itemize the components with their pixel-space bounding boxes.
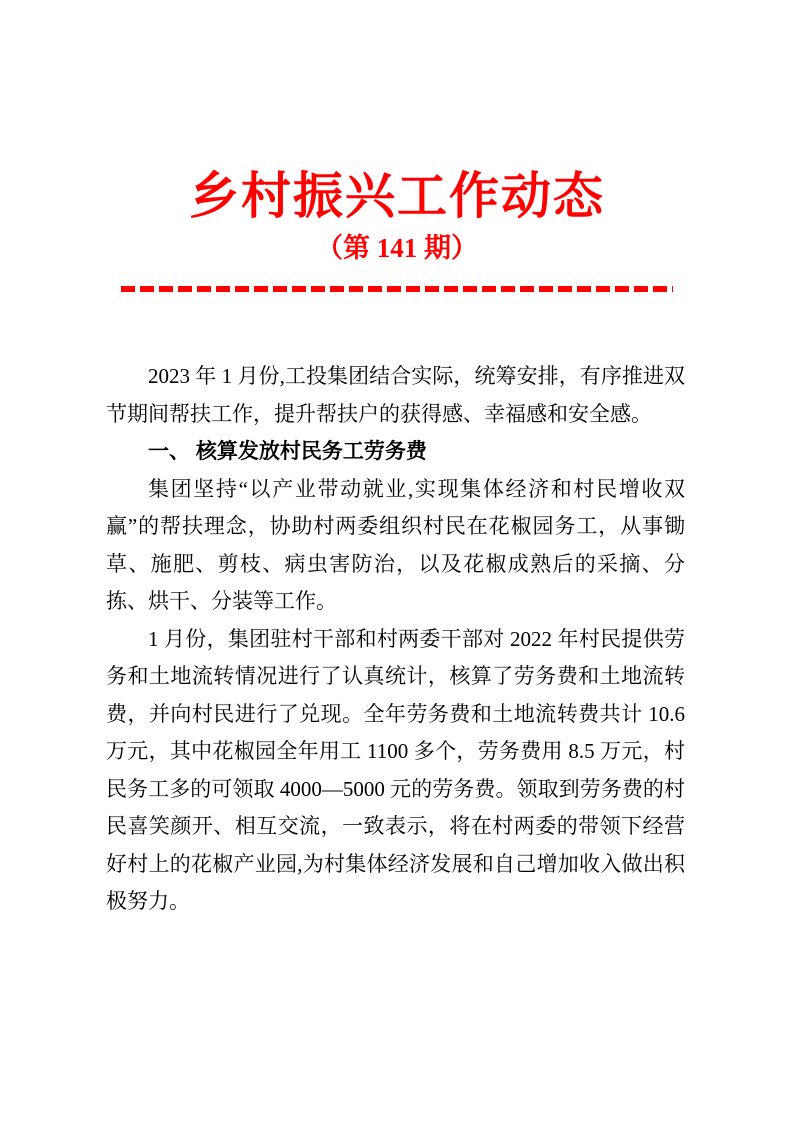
doc-title: 乡村振兴工作动态 [189,168,605,224]
section-heading: 一、 核算发放村民务工劳务费 [148,440,427,463]
divider-dashed-line [121,286,673,292]
paragraph-intro: 2023 年 1 月份,工投集团结合实际，统筹安排，有序推进双节期间帮扶工作，提升帮扶户的获得感、幸福感和安全感。 [106,364,685,426]
paragraph-fee-settlement: 1 月份，集团驻村干部和村两委干部对 2022 年村民提供劳务和土地流转情况进行了认真统计，核算了劳务费和土地流转费，并向村民进行了兑现。全年劳务费和土地流转费共计 10.6 万元，其中花椒园全年用工 1100 多个，劳务费用 8.5 万元，村民务工多的可领取 4000—5000 元的劳务费。领取到劳务费的村民喜笑颜开、相互交流，一致表示，将在村两委的带领下经营好村上的花椒产业园,为村集体经济发展和自己增加收入做出积极努力。 [106,626,685,913]
document-body [106,358,685,921]
paragraph-labor-organization: 集团坚持“以产业带动就业,实现集体经济和村民增收双赢”的帮扶理念，协助村两委组织村民在花椒园务工，从事锄草、施肥、剪枝、病虫害防治，以及花椒成熟后的采摘、分拣、烘干、分装等工作。 [106,476,685,613]
issue-number: （第 141 期） [316,233,478,263]
